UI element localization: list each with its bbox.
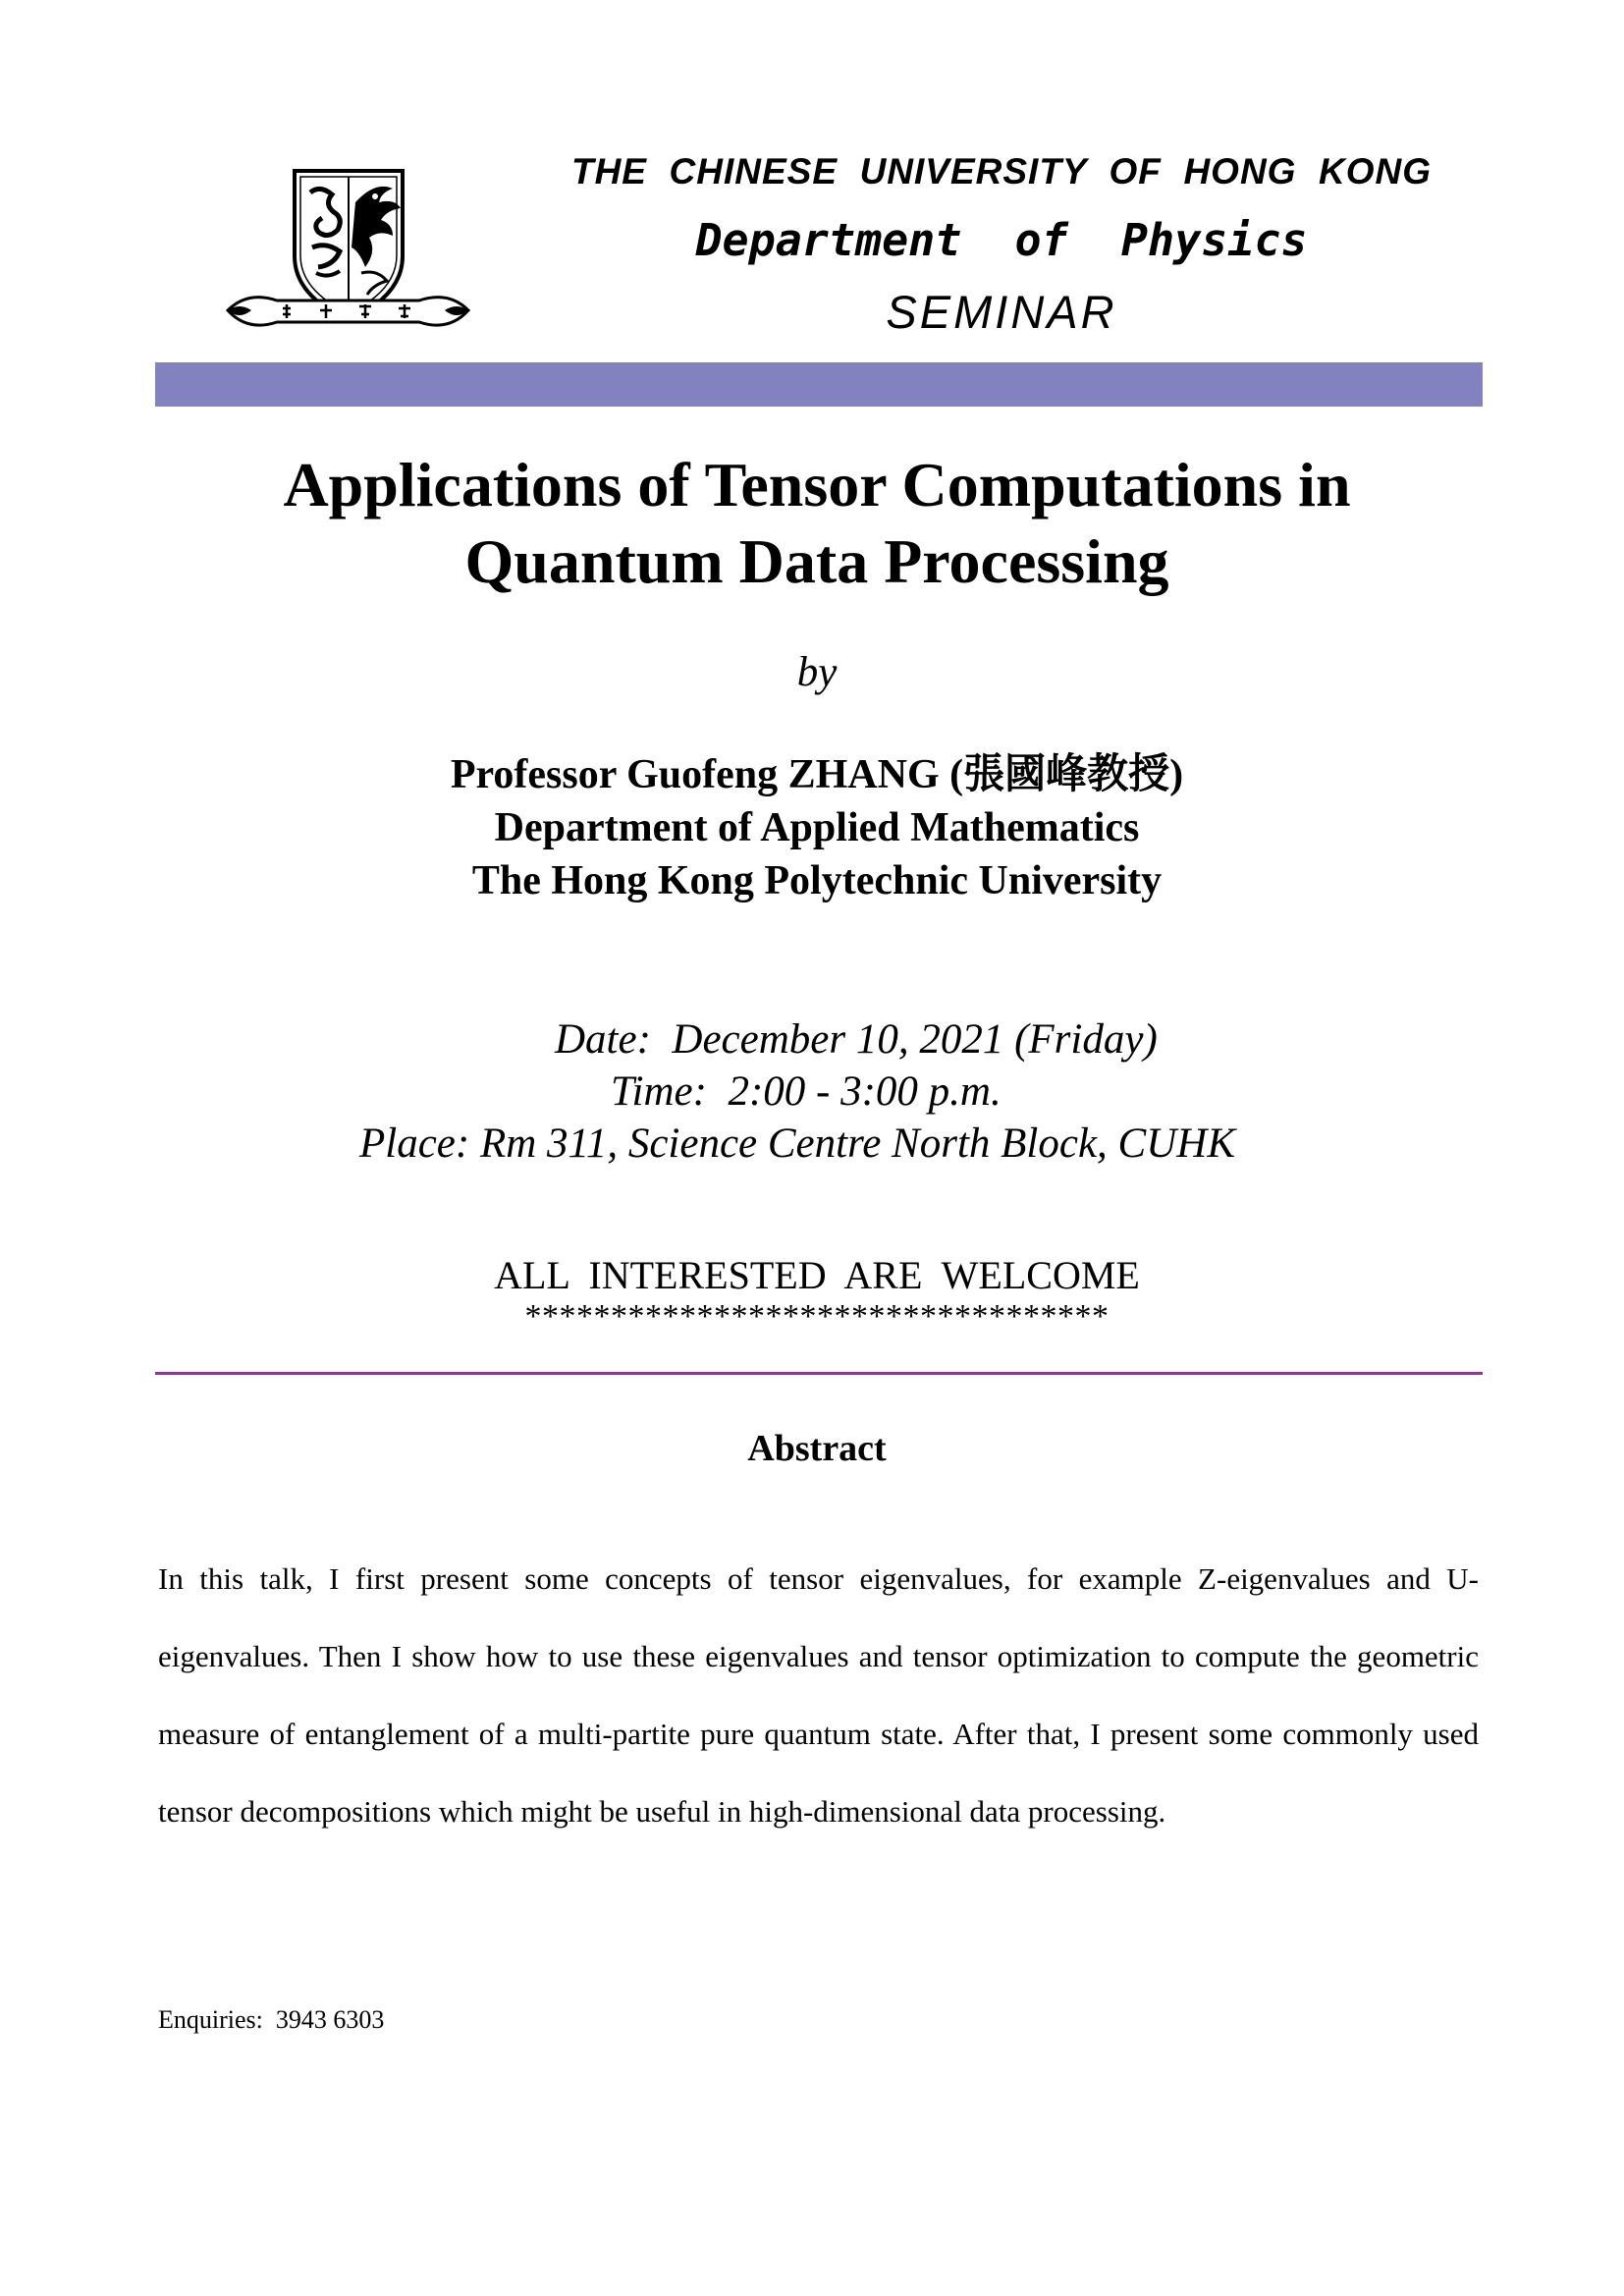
seminar-date: Date: December 10, 2021 (Friday) <box>555 1016 1158 1063</box>
cuhk-crest-icon <box>218 163 478 344</box>
abstract-heading: Abstract <box>747 1428 887 1469</box>
title-line-2: Quantum Data Processing <box>464 526 1169 596</box>
speaker-affiliation: The Hong Kong Polytechnic University <box>471 858 1163 903</box>
seminar-time: Time: 2:00 - 3:00 p.m. <box>611 1068 1001 1115</box>
seminar-title <box>147 447 1487 600</box>
department-name: Department of Physics <box>695 214 1308 266</box>
speaker-department: Department of Applied Mathematics <box>494 805 1140 850</box>
speaker-name: Professor Guofeng ZHANG (張國峰教授) <box>450 752 1184 797</box>
title-line-1: Applications of Tensor Computations in <box>283 450 1351 519</box>
abstract-text: In this talk, I first present some concepts of tensor eigenvalues, for example Z-eigenvalues and U-eigenvalues. Then I show how to use these eigenvalues and tensor optimization to compute the geometric measure of entanglement of a multi-partite pure quantum state. After that, I present some commonly used tensor decompositions which might be useful in high-dimensional data processing. <box>158 1561 1479 1829</box>
section-divider <box>155 1372 1483 1375</box>
event-type: SEMINAR <box>886 286 1117 338</box>
enquiries: Enquiries: 3943 6303 <box>158 2005 385 2034</box>
star-divider: ********************************** <box>524 1298 1110 1335</box>
speaker-block <box>147 748 1487 907</box>
seminar-place: Place: Rm 311, Science Centre North Block, CUHK <box>359 1121 1236 1167</box>
university-name: THE CHINESE UNIVERSITY OF HONG KONG <box>570 151 1433 191</box>
header-band <box>155 362 1483 407</box>
welcome-text: ALL INTERESTED ARE WELCOME <box>494 1253 1140 1297</box>
by-label: by <box>796 649 838 695</box>
